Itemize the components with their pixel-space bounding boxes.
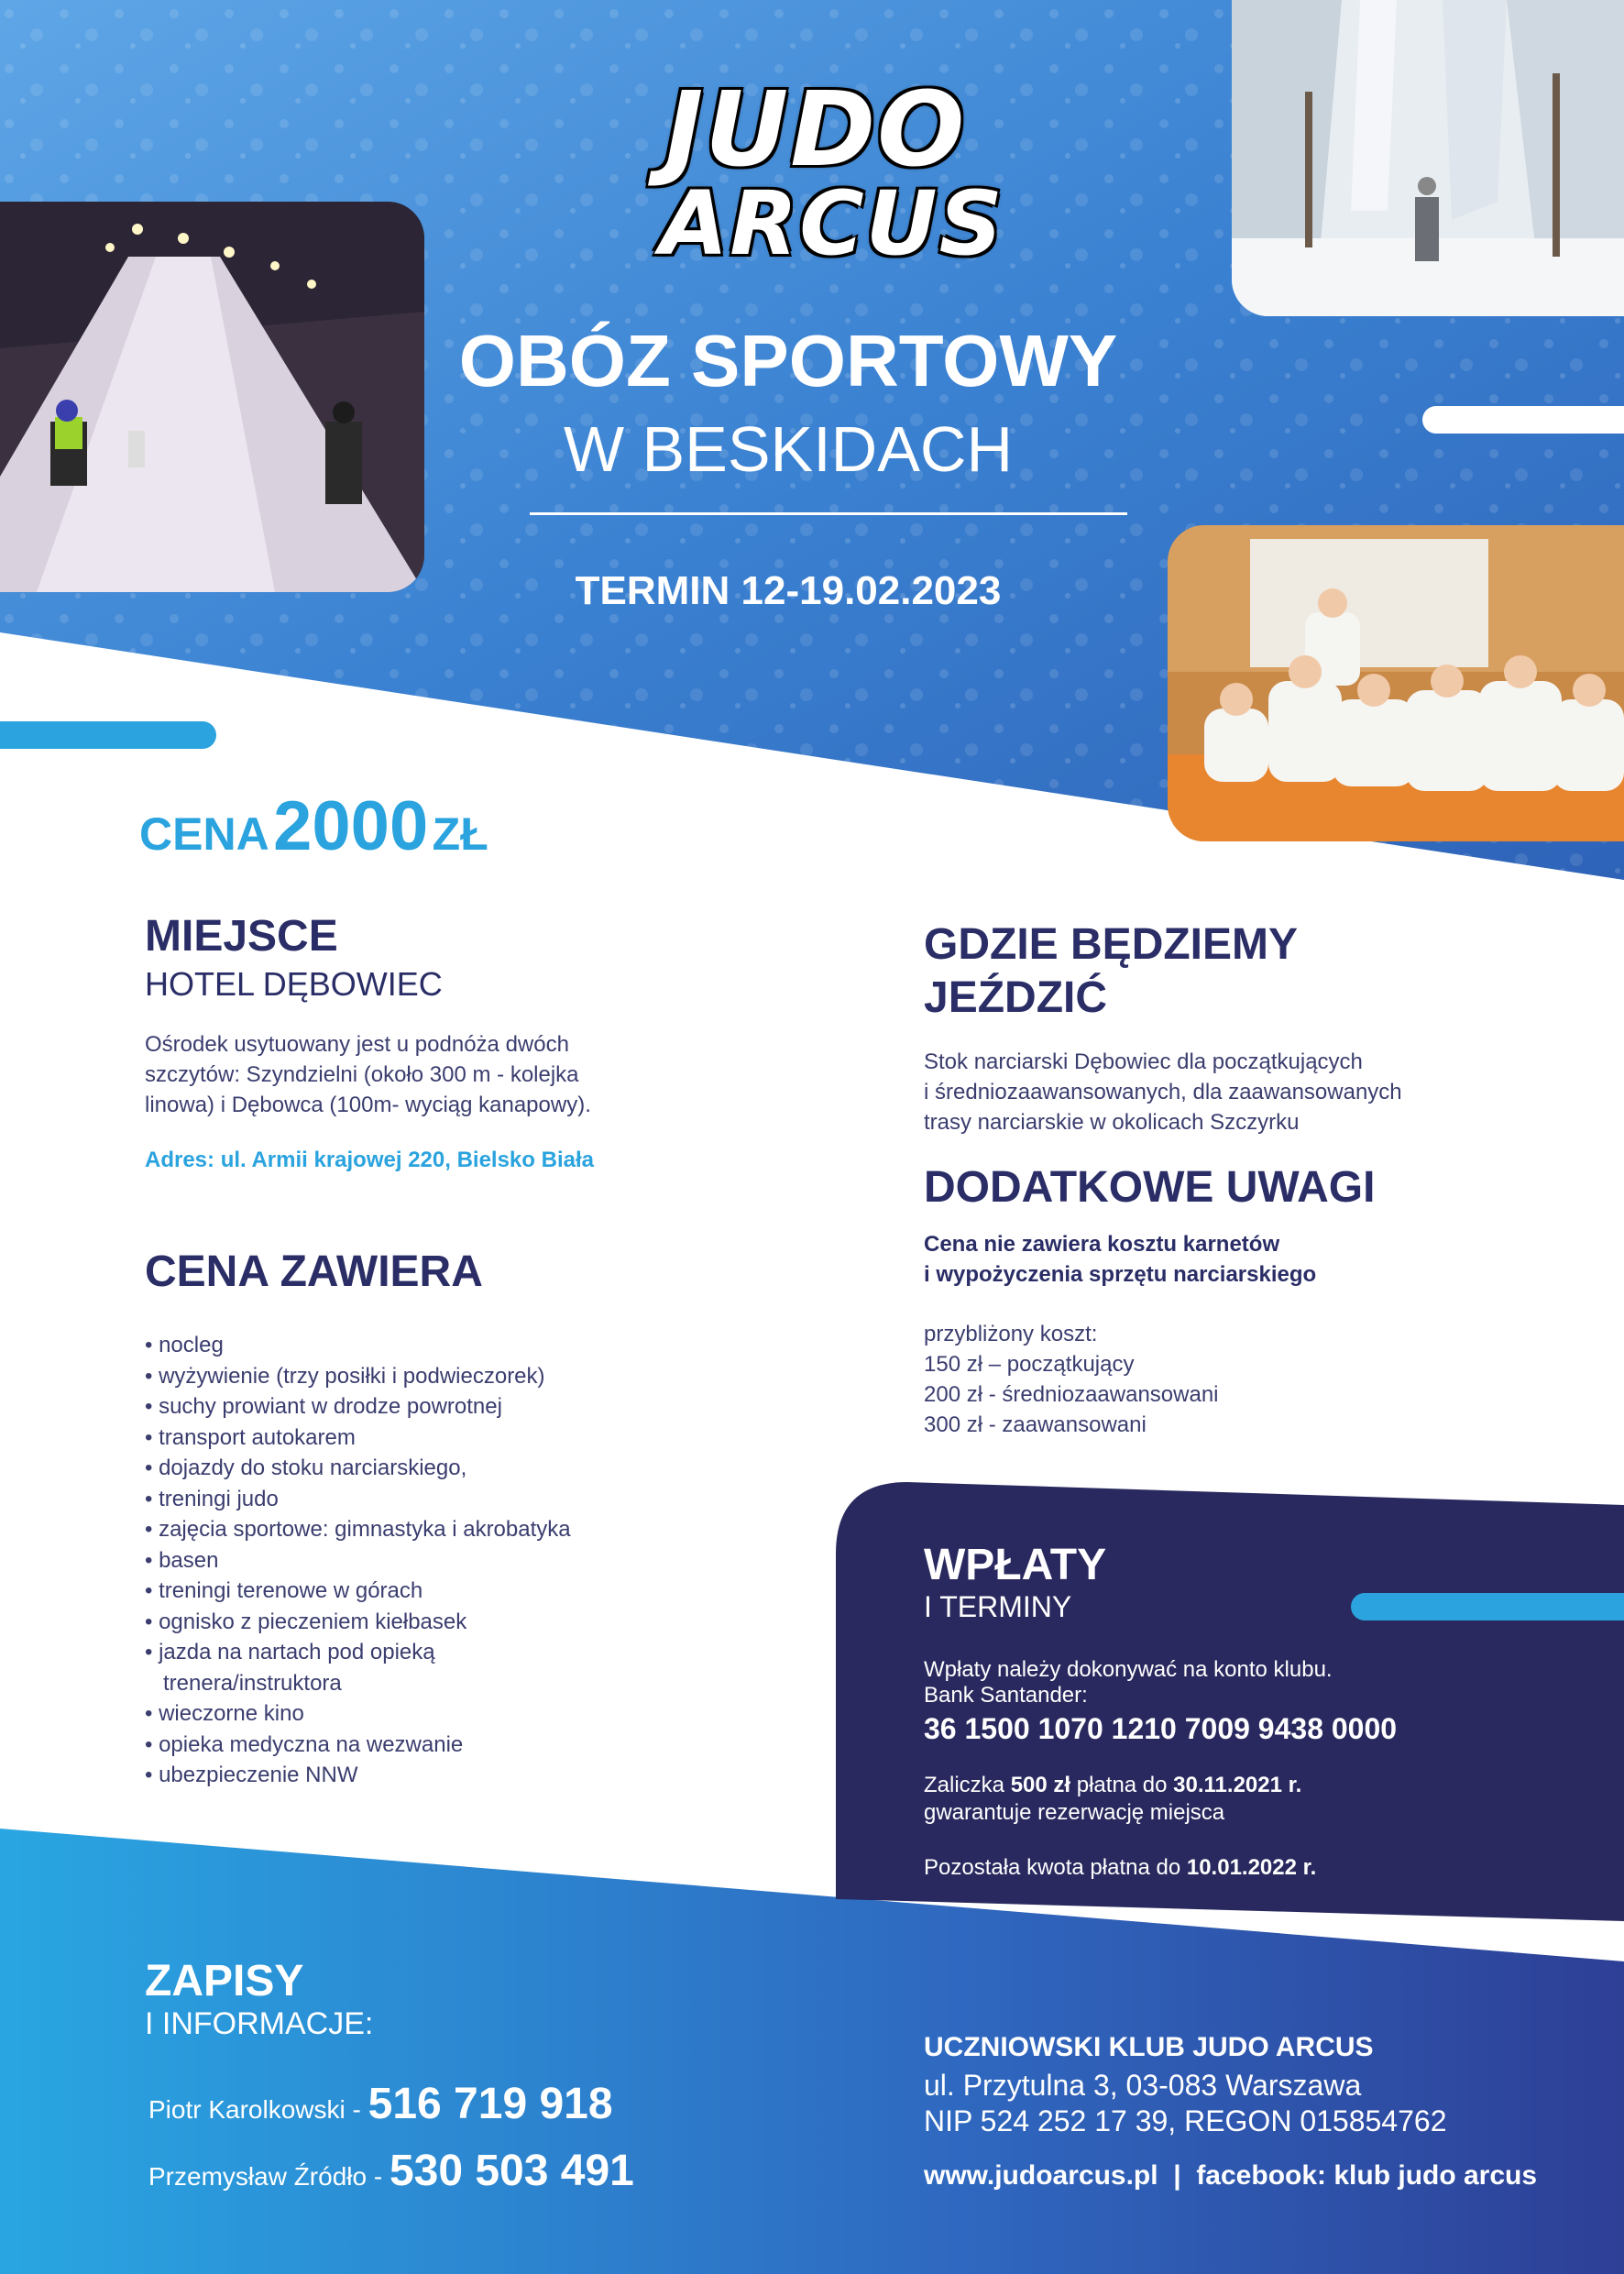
contact-row — [145, 2146, 634, 2196]
includes-item: • wieczorne kino — [145, 1701, 304, 1726]
club-footer-links[interactable]: www.judoarcus.pl | facebook: klub judo arcus — [924, 2160, 1538, 2191]
price-label: CENA — [139, 808, 269, 860]
where-heading-line-2: JEŹDZIĆ — [924, 973, 1108, 1022]
place-section — [145, 911, 594, 1173]
includes-item: • jazda na nartach pod opieką — [145, 1640, 435, 1664]
includes-item: • ognisko z pieczeniem kiełbasek — [145, 1609, 467, 1634]
notes-bold-line: Cena nie zawiera kosztu karnetów — [924, 1232, 1280, 1257]
rest-pre: Pozostała kwota płatna do — [924, 1855, 1187, 1880]
notes-cost: 300 zł - zaawansowani — [924, 1412, 1147, 1437]
page-title: OBÓZ SPORTOWY — [458, 320, 1118, 401]
includes-item: trenera/instruktora — [145, 1670, 342, 1696]
signup-heading: ZAPISY — [145, 1957, 304, 2005]
payments-line: Bank Santander: — [924, 1683, 1088, 1708]
place-desc-line: linowa) i Dębowca (100m- wyciąg kanapowy). — [145, 1093, 591, 1117]
payments-subheading: I TERMINY — [924, 1590, 1072, 1623]
accent-bar-left — [0, 721, 216, 749]
payments-line: Wpłaty należy dokonywać na konto klubu. — [924, 1657, 1333, 1682]
snowy-forest-photo — [1232, 0, 1624, 316]
includes-item: • transport autokarem — [145, 1424, 356, 1450]
price-amount: 2000 — [273, 787, 429, 865]
club-name: UCZNIOWSKI KLUB JUDO ARCUS — [924, 2032, 1374, 2062]
includes-item: • treningi judo — [145, 1486, 279, 1511]
includes-item: • nocleg — [145, 1333, 224, 1357]
contact-phone[interactable]: 530 503 491 — [389, 2147, 634, 2195]
place-desc-line: Ośrodek usytuowany jest u podnóża dwóch — [145, 1032, 569, 1057]
notes-cost: 150 zł – początkujący — [924, 1352, 1135, 1377]
deposit-amount: 500 zł — [1010, 1773, 1071, 1797]
page-subtitle: W BESKIDACH — [563, 413, 1014, 485]
place-name: HOTEL DĘBOWIEC — [145, 965, 443, 1003]
where-desc-line: i średniozaawansowanych, dla zaawansowanych — [924, 1080, 1402, 1104]
judo-arcus-logo — [660, 71, 1004, 275]
payments-section — [924, 1540, 1397, 1883]
includes-item: • ubezpieczenie NNW — [145, 1763, 358, 1787]
price-currency: ZŁ — [432, 808, 488, 860]
contact-name: Piotr Karolkowski - — [148, 2095, 368, 2124]
includes-section — [145, 1247, 571, 1791]
logo-line-2: ARCUS — [660, 172, 1004, 275]
contact-row — [145, 2079, 634, 2129]
place-address: Adres: ul. Armii krajowej 220, Bielsko Biała — [145, 1148, 594, 1172]
includes-item: • basen — [145, 1547, 219, 1573]
includes-item: • opieka medyczna na wezwanie — [145, 1731, 464, 1757]
signup-section — [145, 1956, 634, 2196]
payments-heading: WPŁATY — [924, 1541, 1107, 1589]
where-heading-line-1: GDZIE BĘDZIEMY — [924, 920, 1299, 969]
includes-item: • zajęcia sportowe: gimnastyka i akrobatyka — [145, 1517, 571, 1542]
title-divider — [530, 512, 1127, 515]
includes-item: • suchy prowiant w drodze powrotnej — [145, 1394, 502, 1419]
accent-bar-right — [1422, 406, 1624, 434]
club-section — [924, 2032, 1537, 2192]
place-desc-line: szczytów: Szyndzielni (około 300 m - kolejka — [145, 1062, 579, 1087]
bank-account: 36 1500 1070 1210 7009 9438 0000 — [924, 1712, 1398, 1745]
includes-heading: CENA ZAWIERA — [145, 1247, 483, 1296]
where-desc-line: Stok narciarski Dębowiec dla początkujących — [924, 1049, 1363, 1074]
deposit-line-2: gwarantuje rezerwację miejsca — [924, 1800, 1225, 1825]
where-desc-line: trasy narciarskie w okolicach Szczyrku — [924, 1110, 1300, 1135]
logo-line-1: JUDO — [664, 71, 967, 190]
signup-subheading: I INFORMACJE: — [145, 2006, 374, 2041]
place-heading: MIEJSCE — [145, 912, 338, 961]
camp-term: TERMIN 12-19.02.2023 — [575, 568, 1002, 613]
club-address: ul. Przytulna 3, 03-083 Warszawa — [924, 2069, 1362, 2102]
includes-item: • wyżywienie (trzy posiłki i podwieczorek) — [145, 1363, 545, 1389]
includes-item: • treningi terenowe w górach — [145, 1578, 423, 1603]
notes-cost: 200 zł - średniozaawansowani — [924, 1382, 1219, 1407]
contact-name: Przemysław Źródło - — [148, 2162, 390, 2191]
notes-cost-label: przybliżony koszt: — [924, 1322, 1098, 1346]
price — [139, 786, 488, 866]
deposit-date: 30.11.2021 r. — [1173, 1773, 1302, 1797]
notes-heading: DODATKOWE UWAGI — [924, 1163, 1376, 1212]
notes-section — [924, 1162, 1375, 1440]
club-ids: NIP 524 252 17 39, REGON 015854762 — [924, 2104, 1447, 2137]
deposit-mid: płatna do — [1070, 1773, 1174, 1797]
notes-bold-line: i wypożyczenia sprzętu narciarskiego — [924, 1262, 1317, 1287]
deposit-pre: Zaliczka — [924, 1773, 1011, 1797]
contact-phone[interactable]: 516 719 918 — [368, 2080, 613, 2128]
where-section — [924, 918, 1402, 1137]
includes-item: • dojazdy do stoku narciarskiego, — [145, 1456, 467, 1480]
deposit-line — [924, 1772, 1397, 1799]
rest-date: 10.01.2022 r. — [1186, 1855, 1317, 1880]
